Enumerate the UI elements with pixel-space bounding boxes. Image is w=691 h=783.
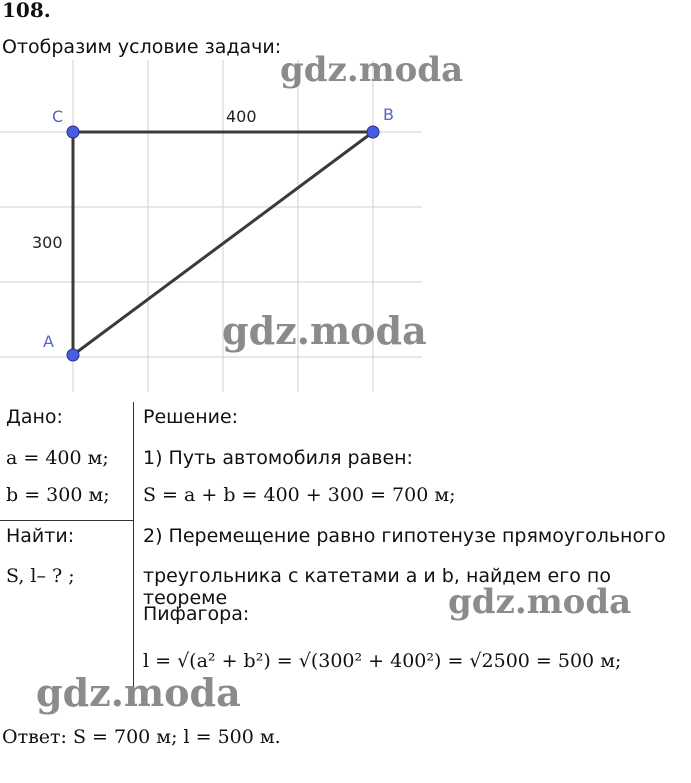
given-a: a = 400 м; [6,447,109,469]
problem-number: 108. [2,0,51,22]
point-a [67,349,79,361]
label-a: A [43,332,54,351]
label-b: B [383,105,394,124]
solution-step2-line3: Пифагора: [143,603,250,625]
answer: Ответ: S = 700 м; l = 500 м. [2,726,281,748]
horizontal-divider [0,520,133,521]
find-value: S, l– ? ; [6,565,75,587]
solution-step2-line2: треугольника с катетами a и b, найдем его по теореме [143,565,611,609]
vertical-divider [133,402,134,686]
formula-pythagoras: l = √(a² + b²) = √(300² + 400²) = √2500 = 500 м; [143,650,622,672]
solution-title: Решение: [143,406,239,428]
watermark-2: gdz.moda [222,308,427,353]
point-c [67,126,79,138]
label-400: 400 [226,107,257,126]
formula-path: S = a + b = 400 + 300 = 700 м; [143,484,456,506]
solution-step1: 1) Путь автомобиля равен: [143,447,413,469]
given-b: b = 300 м; [6,484,110,506]
watermark-4: gdz.moda [36,670,241,715]
label-300: 300 [32,233,63,252]
find-title: Найти: [6,525,75,547]
given-title: Дано: [6,406,63,428]
label-c: C [52,107,64,126]
watermark-1: gdz.moda [280,50,464,90]
watermark-3: gdz.moda [448,582,632,622]
intro-text: Отобразим условие задачи: [2,36,282,58]
point-b [367,126,379,138]
solution-step2-line1: 2) Перемещение равно гипотенузе прямоугольного [143,525,666,547]
